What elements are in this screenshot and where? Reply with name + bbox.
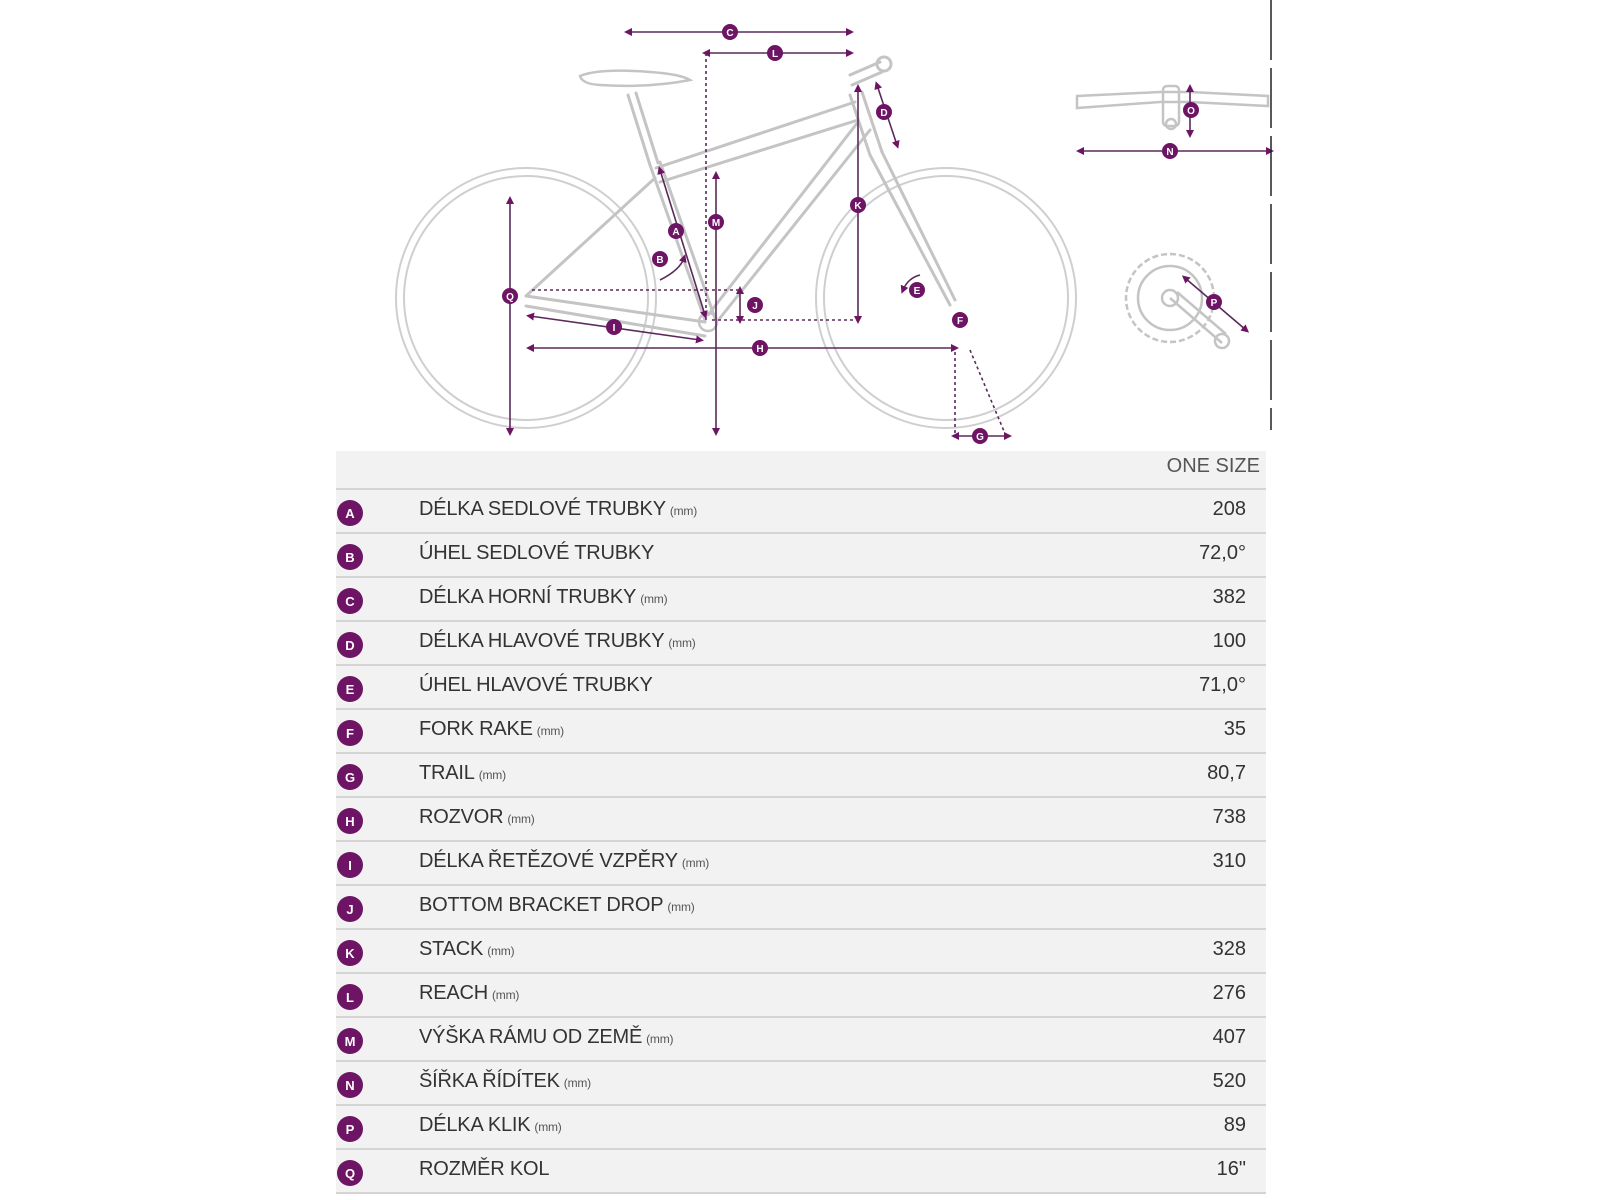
diagram-marker-n — [1162, 143, 1178, 159]
svg-text:D: D — [880, 108, 888, 119]
diagram-marker-c — [722, 24, 738, 40]
diagram-marker-d — [876, 104, 892, 120]
dimension-label — [419, 1158, 553, 1181]
dimension-letter-badge: H — [337, 808, 363, 834]
diagram-marker-o — [1183, 102, 1199, 118]
handlebar-top-view — [1077, 86, 1268, 129]
diagram-marker-h — [752, 340, 768, 356]
table-row — [336, 488, 1266, 532]
dimension-letter-badge: J — [337, 896, 363, 922]
dimension-letter-badge: C — [337, 588, 363, 614]
diagram-marker-e — [909, 282, 925, 298]
dimension-unit: (mm) — [669, 504, 698, 518]
table-row — [336, 664, 1266, 708]
svg-text:E: E — [913, 286, 921, 297]
diagram-marker-i — [606, 319, 622, 335]
dimension-letter-badge: G — [337, 764, 363, 790]
table-row — [336, 532, 1266, 576]
svg-text:L: L — [771, 49, 779, 60]
table-row — [336, 884, 1266, 928]
diagram-marker-a — [668, 223, 684, 239]
dimension-name: STACK — [419, 938, 484, 960]
diagram-marker-f — [952, 312, 968, 328]
dimension-value: 80,7 — [1207, 762, 1246, 784]
dimension-name: DÉLKA HORNÍ TRUBKY — [419, 586, 637, 608]
dimension-value: 35 — [1223, 718, 1246, 740]
svg-text:M: M — [711, 218, 721, 229]
dimension-letter-badge: P — [337, 1116, 363, 1142]
dimension-name: ÚHEL HLAVOVÉ TRUBKY — [419, 674, 653, 696]
dimension-name: ROZMĚR KOL — [419, 1158, 550, 1180]
dimension-label — [419, 938, 514, 961]
diagram-marker-b — [652, 251, 668, 267]
dimension-letter-badge: Q — [337, 1160, 363, 1186]
dimension-value: 100 — [1212, 630, 1246, 652]
dimension-value: 16" — [1216, 1158, 1246, 1180]
dimension-label — [419, 982, 519, 1005]
svg-text:G: G — [976, 432, 984, 443]
table-row — [336, 708, 1266, 752]
dimension-label — [419, 674, 657, 697]
table-row — [336, 928, 1266, 972]
dimension-label — [419, 498, 697, 521]
dimension-label — [419, 586, 667, 609]
dimension-unit: (mm) — [667, 900, 695, 914]
dimension-name: ROZVOR — [419, 806, 504, 828]
geometry-table — [336, 451, 1266, 1194]
diagram-marker-k — [850, 197, 866, 213]
svg-text:Q: Q — [506, 292, 514, 303]
dimension-unit: (mm) — [563, 1076, 591, 1090]
dimension-name: VÝŠKA RÁMU OD ZEMĚ — [419, 1026, 643, 1048]
dimension-name: REACH — [419, 982, 489, 1004]
dimension-name: ÚHEL SEDLOVÉ TRUBKY — [419, 542, 655, 564]
dimension-unit: (mm) — [534, 1120, 562, 1134]
table-header — [336, 451, 1266, 488]
dimension-label — [419, 1114, 562, 1137]
dimension-value: 407 — [1212, 1026, 1246, 1048]
table-rows — [336, 488, 1266, 1194]
dimension-value: 738 — [1212, 806, 1246, 828]
dimension-letter-badge: M — [337, 1028, 363, 1054]
diagram-marker-l — [767, 45, 783, 61]
rear-wheel — [396, 168, 656, 428]
table-row — [336, 576, 1266, 620]
table-row — [336, 972, 1266, 1016]
dimension-letter-badge: E — [337, 676, 363, 702]
svg-text:P: P — [1210, 298, 1218, 309]
dimension-label — [419, 1026, 673, 1049]
dimension-value: 520 — [1212, 1070, 1246, 1092]
dimension-label — [419, 718, 564, 741]
table-row — [336, 840, 1266, 884]
diagram-marker-m — [708, 214, 724, 230]
table-row — [336, 1148, 1266, 1194]
dimension-value: 71,0° — [1199, 674, 1246, 696]
dimension-value: 276 — [1212, 982, 1246, 1004]
bike-geometry-diagram — [0, 0, 1600, 450]
dimension-name: DÉLKA HLAVOVÉ TRUBKY — [419, 630, 665, 652]
table-row — [336, 1016, 1266, 1060]
dimension-unit: (mm) — [681, 856, 710, 870]
svg-text:I: I — [612, 323, 616, 334]
svg-text:H: H — [756, 344, 764, 355]
dimension-label — [419, 762, 506, 785]
dimension-lines — [510, 32, 1008, 436]
dimension-unit: (mm) — [478, 768, 506, 782]
dimension-value: 89 — [1223, 1114, 1246, 1136]
diagram-marker-p — [1206, 294, 1222, 310]
dimension-label — [419, 806, 535, 829]
table-row — [336, 1060, 1266, 1104]
dimension-name: DÉLKA SEDLOVÉ TRUBKY — [419, 498, 666, 520]
svg-text:O: O — [1187, 106, 1195, 117]
dimension-letter-badge: L — [337, 984, 363, 1010]
dimension-value: 208 — [1212, 498, 1246, 520]
table-row — [336, 752, 1266, 796]
dimension-unit: (mm) — [640, 592, 668, 606]
dimension-value: 382 — [1212, 586, 1246, 608]
dimension-label — [419, 850, 709, 873]
table-row — [336, 796, 1266, 840]
dimension-letter-badge: A — [337, 500, 363, 526]
dimension-unit: (mm) — [668, 636, 696, 650]
dimension-name: FORK RAKE — [419, 718, 533, 740]
dimension-letter-badge: B — [337, 544, 363, 570]
dimension-value: 328 — [1212, 938, 1246, 960]
svg-text:K: K — [854, 201, 862, 212]
dimension-unit: (mm) — [646, 1032, 674, 1046]
dimension-name: TRAIL — [419, 762, 475, 784]
dimension-unit: (mm) — [507, 812, 535, 826]
diagram-marker-q — [502, 288, 518, 304]
dimension-name: BOTTOM BRACKET DROP — [419, 894, 664, 916]
svg-text:B: B — [656, 255, 664, 266]
dimension-value: 310 — [1212, 850, 1246, 872]
saddle — [580, 71, 690, 86]
dimension-label — [419, 1070, 591, 1093]
dimension-name: DÉLKA ŘETĚZOVÉ VZPĚRY — [419, 850, 678, 872]
size-header: ONE SIZE — [1166, 455, 1260, 477]
table-row — [336, 1104, 1266, 1148]
dimension-letter-badge: K — [337, 940, 363, 966]
diagram-marker-j — [747, 297, 763, 313]
dimension-label — [419, 542, 658, 565]
dimension-name: ŠÍŘKA ŘÍDÍTEK — [419, 1070, 560, 1092]
svg-text:C: C — [726, 28, 734, 39]
svg-text:N: N — [1166, 147, 1174, 158]
dimension-letter-badge: D — [337, 632, 363, 658]
svg-text:J: J — [752, 301, 758, 312]
dimension-label — [419, 894, 695, 917]
dimension-unit: (mm) — [492, 988, 520, 1002]
dimension-unit: (mm) — [487, 944, 515, 958]
dimension-label — [419, 630, 696, 653]
diagram-marker-g — [972, 428, 988, 444]
dimension-letter-badge: I — [337, 852, 363, 878]
dimension-value: 72,0° — [1199, 542, 1246, 564]
dimension-letter-badge: N — [337, 1072, 363, 1098]
dimension-unit: (mm) — [536, 724, 564, 738]
svg-text:F: F — [956, 316, 964, 327]
dimension-letter-badge: F — [337, 720, 363, 746]
dimension-name: DÉLKA KLIK — [419, 1114, 531, 1136]
table-row — [336, 620, 1266, 664]
svg-text:A: A — [672, 227, 680, 238]
